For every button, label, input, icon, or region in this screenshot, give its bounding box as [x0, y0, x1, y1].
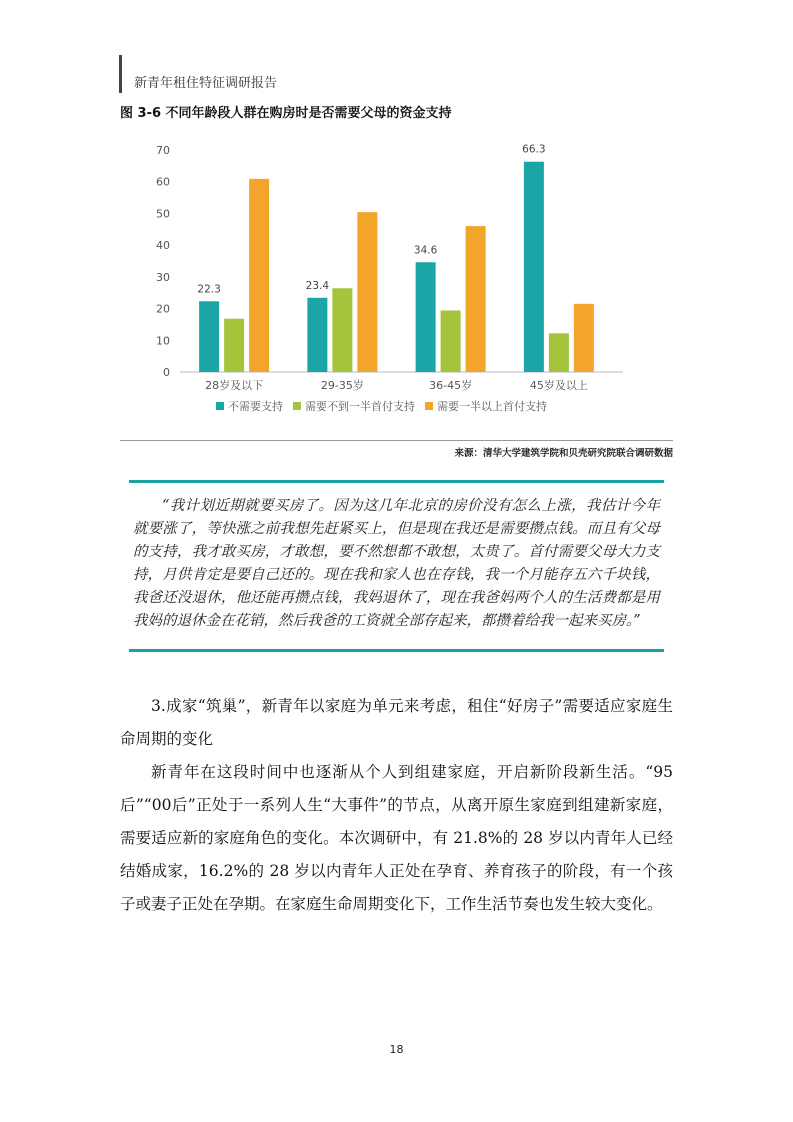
data-label: 66.3 [522, 143, 546, 156]
report-title: 新青年租住特征调研报告 [134, 76, 278, 91]
page-number: 18 [389, 1043, 404, 1056]
y-tick-label: 70 [156, 144, 170, 157]
legend-label: 不需要支持 [228, 400, 283, 413]
data-label: 23.4 [305, 279, 330, 292]
y-tick-label: 30 [156, 270, 170, 284]
x-tick-label: 28岁及以下 [205, 379, 264, 392]
legend-swatch [293, 402, 301, 410]
bar-1 [524, 162, 544, 372]
chart-svg [120, 130, 680, 440]
x-tick-label: 36-45岁 [429, 379, 473, 392]
bar-2 [441, 310, 461, 372]
data-label: 34.6 [413, 244, 438, 257]
bar-2 [332, 288, 352, 372]
y-tick-label: 60 [156, 175, 170, 189]
data-label: 22.3 [197, 283, 221, 296]
legend-swatch [425, 402, 433, 410]
section-heading: 3.成家“筑巢”，新青年以家庭为单元来考虑，租住“好房子”需要适应家庭生命周期的变化 [120, 697, 673, 748]
figure-caption: 图 3-6 不同年龄段人群在购房时是否需要父母的资金支持 [120, 106, 452, 121]
bar-1 [307, 298, 327, 372]
bar-3 [357, 212, 377, 372]
header-accent-bar [119, 55, 122, 93]
x-tick-label: 45岁及以上 [529, 379, 588, 392]
quote-box [129, 480, 664, 652]
legend-swatch [216, 402, 224, 410]
interview-quote: “我计划近期就要买房了。因为这几年北京的房价没有怎么上涨，我估计今年就要涨了，等快涨之前我想先赶紧买上，但是现在我还是需要攒点钱。而且有父母的支持，我才敢买房，才敢想，要不然想都不敢想，太贵了。首付需要父母大力支持，月供肯定是要自己还的。现在我和家人也在存钱，我一个月能存五六千块钱，我爸还没退休，他还能再攒点钱，我妈退休了，现在我爸妈两个人的生活费都是用我妈的退休金在花销，然后我爸的工资就全部存起来，都攒着给我一起来买房。” [133, 498, 660, 629]
y-tick-label: 10 [156, 334, 170, 348]
bar-chart [120, 130, 680, 440]
y-tick-label: 40 [156, 239, 170, 253]
legend-label: 需要不到一半首付支持 [305, 400, 415, 413]
legend-label: 需要一半以上首付支持 [437, 400, 547, 413]
bar-3 [249, 179, 269, 372]
y-tick-label: 0 [163, 366, 170, 379]
y-tick-label: 20 [156, 302, 170, 316]
body-paragraph: 新青年在这段时间中也逐渐从个人到组建家庭，开启新阶段新生活。“95后”“00后”正处于一系列人生“大事件”的节点，从离开原生家庭到组建新家庭，需要适应新的家庭角色的变化。本次调研中，有 21.8%的 28 岁以内青年人已经结婚成家，16.2%的 28 岁以内青年人正处在孕育、养育孩子的阶段，有一个孩子或妻子正处在孕期。在家庭生命周期变化下，工作生活节奏也发生较大变化。 [120, 763, 673, 913]
bar-2 [224, 319, 244, 372]
bar-1 [199, 301, 219, 372]
body-text [120, 690, 673, 921]
x-tick-label: 29-35岁 [320, 379, 364, 392]
bar-3 [466, 226, 486, 372]
bar-3 [574, 304, 594, 372]
figure-source: 来源：清华大学建筑学院和贝壳研究院联合调研数据 [454, 448, 673, 459]
source-divider [120, 440, 673, 441]
bar-1 [416, 262, 436, 372]
y-tick-label: 50 [156, 207, 170, 221]
bar-2 [549, 333, 569, 372]
